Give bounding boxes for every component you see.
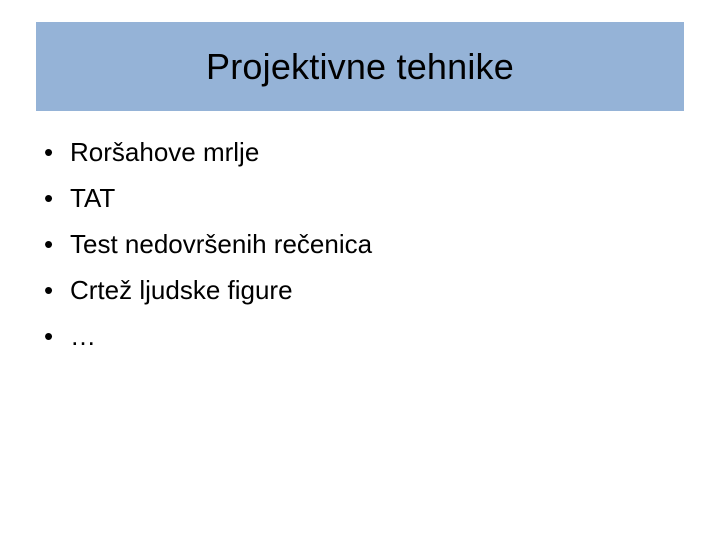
slide-title: Projektivne tehnike (206, 45, 514, 87)
bullet-icon: • (44, 137, 54, 167)
title-bar (36, 22, 684, 111)
bullet-label-sentence-completion: Test nedovršenih rečenica (70, 229, 373, 259)
bullet-item (44, 272, 372, 318)
bullet-label-ellipsis: … (70, 321, 96, 351)
bullet-icon: • (44, 229, 54, 259)
bullet-label-rorschach: Roršahove mrlje (70, 137, 260, 167)
bullet-list (44, 134, 372, 364)
bullet-icon: • (44, 321, 54, 351)
bullet-icon: • (44, 183, 54, 213)
bullet-item (44, 134, 372, 180)
bullet-item (44, 318, 372, 364)
bullet-label-human-figure: Crtež ljudske figure (70, 275, 293, 305)
bullet-label-tat: TAT (70, 183, 116, 213)
bullet-item (44, 226, 372, 272)
bullet-item (44, 180, 372, 226)
bullet-icon: • (44, 275, 54, 305)
